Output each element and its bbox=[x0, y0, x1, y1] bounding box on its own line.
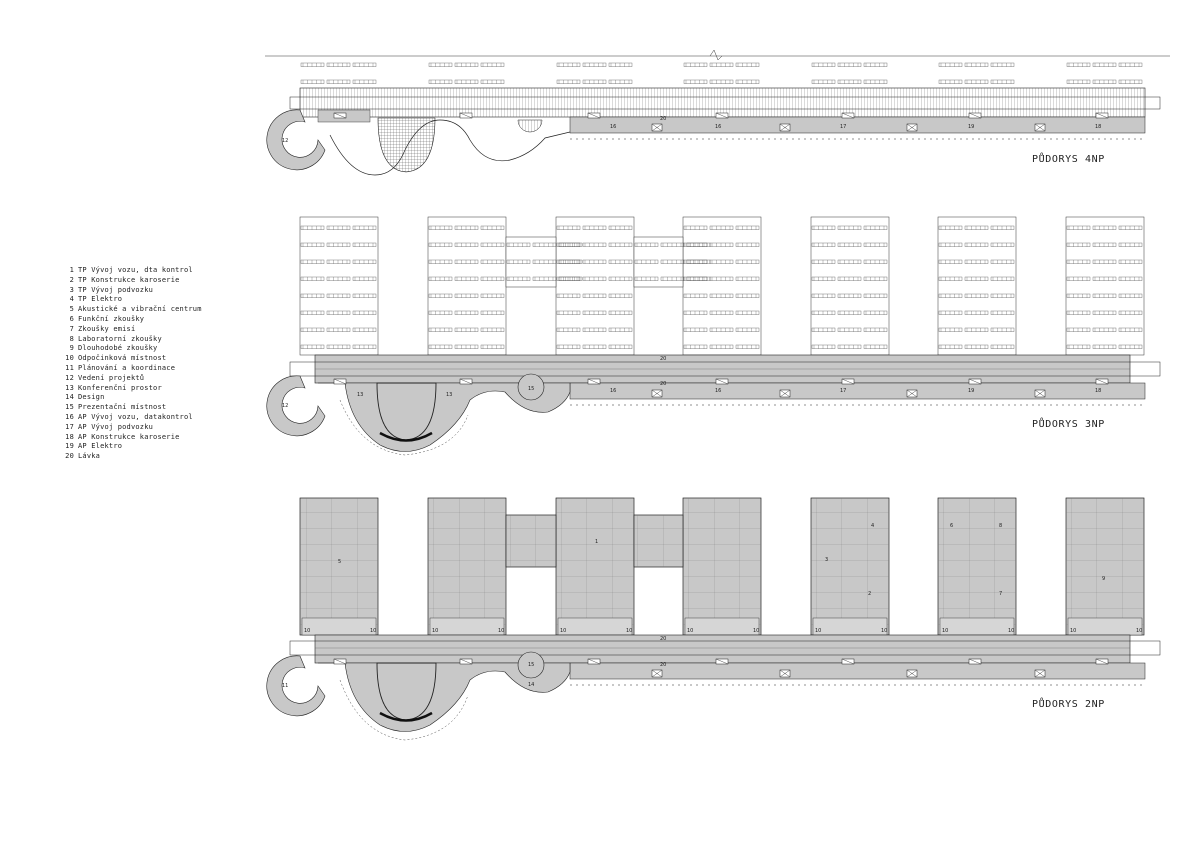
plan-title-4np: PŮDORYS 4NP bbox=[1032, 154, 1105, 165]
room-label: 10 bbox=[1070, 628, 1077, 634]
legend-label: TP Konstrukce karoserie bbox=[78, 275, 180, 284]
desk bbox=[557, 63, 580, 67]
legend-number: 5 bbox=[69, 305, 74, 314]
room-label: 19 bbox=[968, 124, 975, 130]
office-wing bbox=[428, 217, 506, 355]
desk bbox=[455, 80, 478, 84]
legend-number: 9 bbox=[69, 344, 74, 353]
desk bbox=[684, 63, 707, 67]
office-wing bbox=[1066, 217, 1144, 355]
desk bbox=[609, 63, 632, 67]
plan-title-3np: PŮDORYS 3NP bbox=[1032, 419, 1105, 430]
legend-number: 3 bbox=[69, 285, 74, 294]
room-label: 10 bbox=[687, 628, 694, 634]
desk bbox=[939, 80, 962, 84]
office-wings bbox=[300, 217, 1144, 355]
room-label: 10 bbox=[942, 628, 949, 634]
office-wing bbox=[938, 217, 1016, 355]
desk bbox=[1067, 80, 1090, 84]
room-label: 10 bbox=[815, 628, 822, 634]
rest-room bbox=[430, 618, 504, 635]
room-label: 12 bbox=[282, 138, 289, 144]
legend-number: 8 bbox=[69, 334, 74, 343]
legend-number: 17 bbox=[65, 422, 74, 431]
room-label: 20 bbox=[660, 636, 667, 642]
room-label: 14 bbox=[528, 682, 535, 688]
lab-wings bbox=[300, 498, 1144, 635]
desk bbox=[684, 80, 707, 84]
legend-label: AP Elektro bbox=[78, 442, 123, 451]
room-label: 20 bbox=[660, 116, 667, 122]
desk bbox=[1093, 80, 1116, 84]
room-label: 10 bbox=[560, 628, 567, 634]
room-label: 16 bbox=[715, 124, 722, 130]
room-label: 9 bbox=[1102, 576, 1106, 582]
legend-label: Dlouhodobé zkoušky bbox=[78, 344, 158, 353]
desk bbox=[353, 63, 376, 67]
room-label: 10 bbox=[1008, 628, 1015, 634]
room-label: 1 bbox=[595, 539, 599, 545]
desk bbox=[557, 80, 580, 84]
legend-number: 19 bbox=[65, 442, 74, 451]
office-wing bbox=[811, 217, 889, 355]
legend-label: Laboratorní zkoušky bbox=[78, 334, 162, 343]
legend-label: AP Vývoj vozu, datakontrol bbox=[78, 412, 193, 421]
plan-3np bbox=[267, 217, 1160, 455]
desk bbox=[991, 80, 1014, 84]
room-label: 10 bbox=[370, 628, 377, 634]
desk bbox=[481, 80, 504, 84]
desk bbox=[301, 80, 324, 84]
desk bbox=[327, 80, 350, 84]
legend-label: TP Elektro bbox=[78, 295, 123, 304]
desk bbox=[327, 63, 350, 67]
room-label: 20 bbox=[660, 356, 667, 362]
legend-label: Odpočinková místnost bbox=[78, 354, 167, 363]
room-label: 4 bbox=[871, 523, 875, 529]
desk bbox=[812, 63, 835, 67]
desk bbox=[838, 80, 861, 84]
room-label: 7 bbox=[999, 591, 1003, 597]
plan-title-2np: PŮDORYS 2NP bbox=[1032, 699, 1105, 710]
room-label: 13 bbox=[357, 392, 364, 398]
room-label: 10 bbox=[1136, 628, 1143, 634]
legend-number: 12 bbox=[65, 373, 74, 382]
legend-number: 13 bbox=[65, 383, 74, 392]
legend-label: Akustické a vibrační centrum bbox=[78, 305, 202, 314]
desk bbox=[1119, 80, 1142, 84]
legend-label: Plánování a koordinace bbox=[78, 363, 176, 372]
legend-number: 2 bbox=[69, 275, 74, 284]
legend-number: 10 bbox=[65, 354, 74, 363]
room-label: 16 bbox=[610, 388, 617, 394]
room-label: 19 bbox=[968, 388, 975, 394]
desk bbox=[429, 80, 452, 84]
desk bbox=[609, 80, 632, 84]
legend-label: Funkční zkoušky bbox=[78, 314, 145, 323]
office-wing bbox=[556, 217, 634, 355]
desk bbox=[710, 80, 733, 84]
room-label: 20 bbox=[660, 381, 667, 387]
rest-room bbox=[558, 618, 632, 635]
legend-label: Prezentační místnost bbox=[78, 403, 167, 412]
plan-2np bbox=[267, 498, 1160, 740]
desk bbox=[481, 63, 504, 67]
room-label: 10 bbox=[432, 628, 439, 634]
desk bbox=[965, 80, 988, 84]
room-label: 6 bbox=[950, 523, 954, 529]
legend-number: 7 bbox=[69, 324, 74, 333]
desk bbox=[429, 63, 452, 67]
desk bbox=[965, 63, 988, 67]
legend-label: Vedení projektů bbox=[78, 373, 145, 382]
legend-label: Lávka bbox=[78, 452, 101, 461]
legend-number: 14 bbox=[65, 393, 74, 402]
room-label: 10 bbox=[304, 628, 311, 634]
rest-room bbox=[813, 618, 887, 635]
desk bbox=[1119, 63, 1142, 67]
room-label: 10 bbox=[626, 628, 633, 634]
desk-rows bbox=[301, 63, 1142, 84]
legend-number: 20 bbox=[65, 452, 74, 461]
desk bbox=[583, 63, 606, 67]
rest-room bbox=[940, 618, 1014, 635]
room-label: 17 bbox=[840, 388, 847, 394]
legend-label: AP Vývoj podvozku bbox=[78, 422, 154, 431]
room-label: 5 bbox=[338, 559, 342, 565]
desk bbox=[353, 80, 376, 84]
room-label: 18 bbox=[1095, 388, 1102, 394]
legend-label: TP Vývoj vozu, dta kontrol bbox=[78, 266, 193, 274]
legend-label: AP Konstrukce karoserie bbox=[78, 432, 180, 441]
desk bbox=[710, 63, 733, 67]
room-label: 10 bbox=[498, 628, 505, 634]
desk bbox=[991, 63, 1014, 67]
desk bbox=[838, 63, 861, 67]
legend-number: 11 bbox=[65, 363, 74, 372]
desk bbox=[736, 63, 759, 67]
legend-number: 18 bbox=[65, 432, 74, 441]
desk bbox=[301, 63, 324, 67]
legend-number: 16 bbox=[65, 412, 74, 421]
desk bbox=[583, 80, 606, 84]
desk bbox=[455, 63, 478, 67]
room-label: 11 bbox=[282, 683, 289, 689]
room-label: 10 bbox=[753, 628, 760, 634]
legend-label: Design bbox=[78, 393, 105, 402]
rest-room bbox=[1068, 618, 1142, 635]
room-label: 15 bbox=[528, 662, 535, 668]
room-label: 8 bbox=[999, 523, 1003, 529]
room-label: 13 bbox=[446, 392, 453, 398]
room-label: 16 bbox=[610, 124, 617, 130]
legend-number: 6 bbox=[69, 314, 74, 323]
desk bbox=[1093, 63, 1116, 67]
legend-label: Zkoušky emisí bbox=[78, 324, 136, 333]
room-label: 10 bbox=[881, 628, 888, 634]
room-label: 17 bbox=[840, 124, 847, 130]
desk bbox=[1067, 63, 1090, 67]
legend-label: TP Vývoj podvozku bbox=[78, 285, 154, 294]
legend-label: Konferenční prostor bbox=[78, 383, 162, 392]
legend-number: 1 bbox=[69, 266, 74, 274]
plan-4np bbox=[265, 50, 1170, 175]
desk bbox=[812, 80, 835, 84]
office-wing bbox=[300, 217, 378, 355]
legend-number: 4 bbox=[69, 295, 74, 304]
desk bbox=[864, 80, 887, 84]
rest-room bbox=[302, 618, 376, 635]
office-wing bbox=[683, 217, 761, 355]
desk bbox=[864, 63, 887, 67]
room-label: 16 bbox=[715, 388, 722, 394]
room-label: 12 bbox=[282, 403, 289, 409]
desk bbox=[736, 80, 759, 84]
room-label: 20 bbox=[660, 662, 667, 668]
desk bbox=[939, 63, 962, 67]
room-label: 2 bbox=[868, 591, 872, 597]
room-label: 15 bbox=[528, 386, 535, 392]
rest-room bbox=[685, 618, 759, 635]
room-label: 3 bbox=[825, 557, 829, 563]
room-label: 18 bbox=[1095, 124, 1102, 130]
legend-number: 15 bbox=[65, 403, 74, 412]
